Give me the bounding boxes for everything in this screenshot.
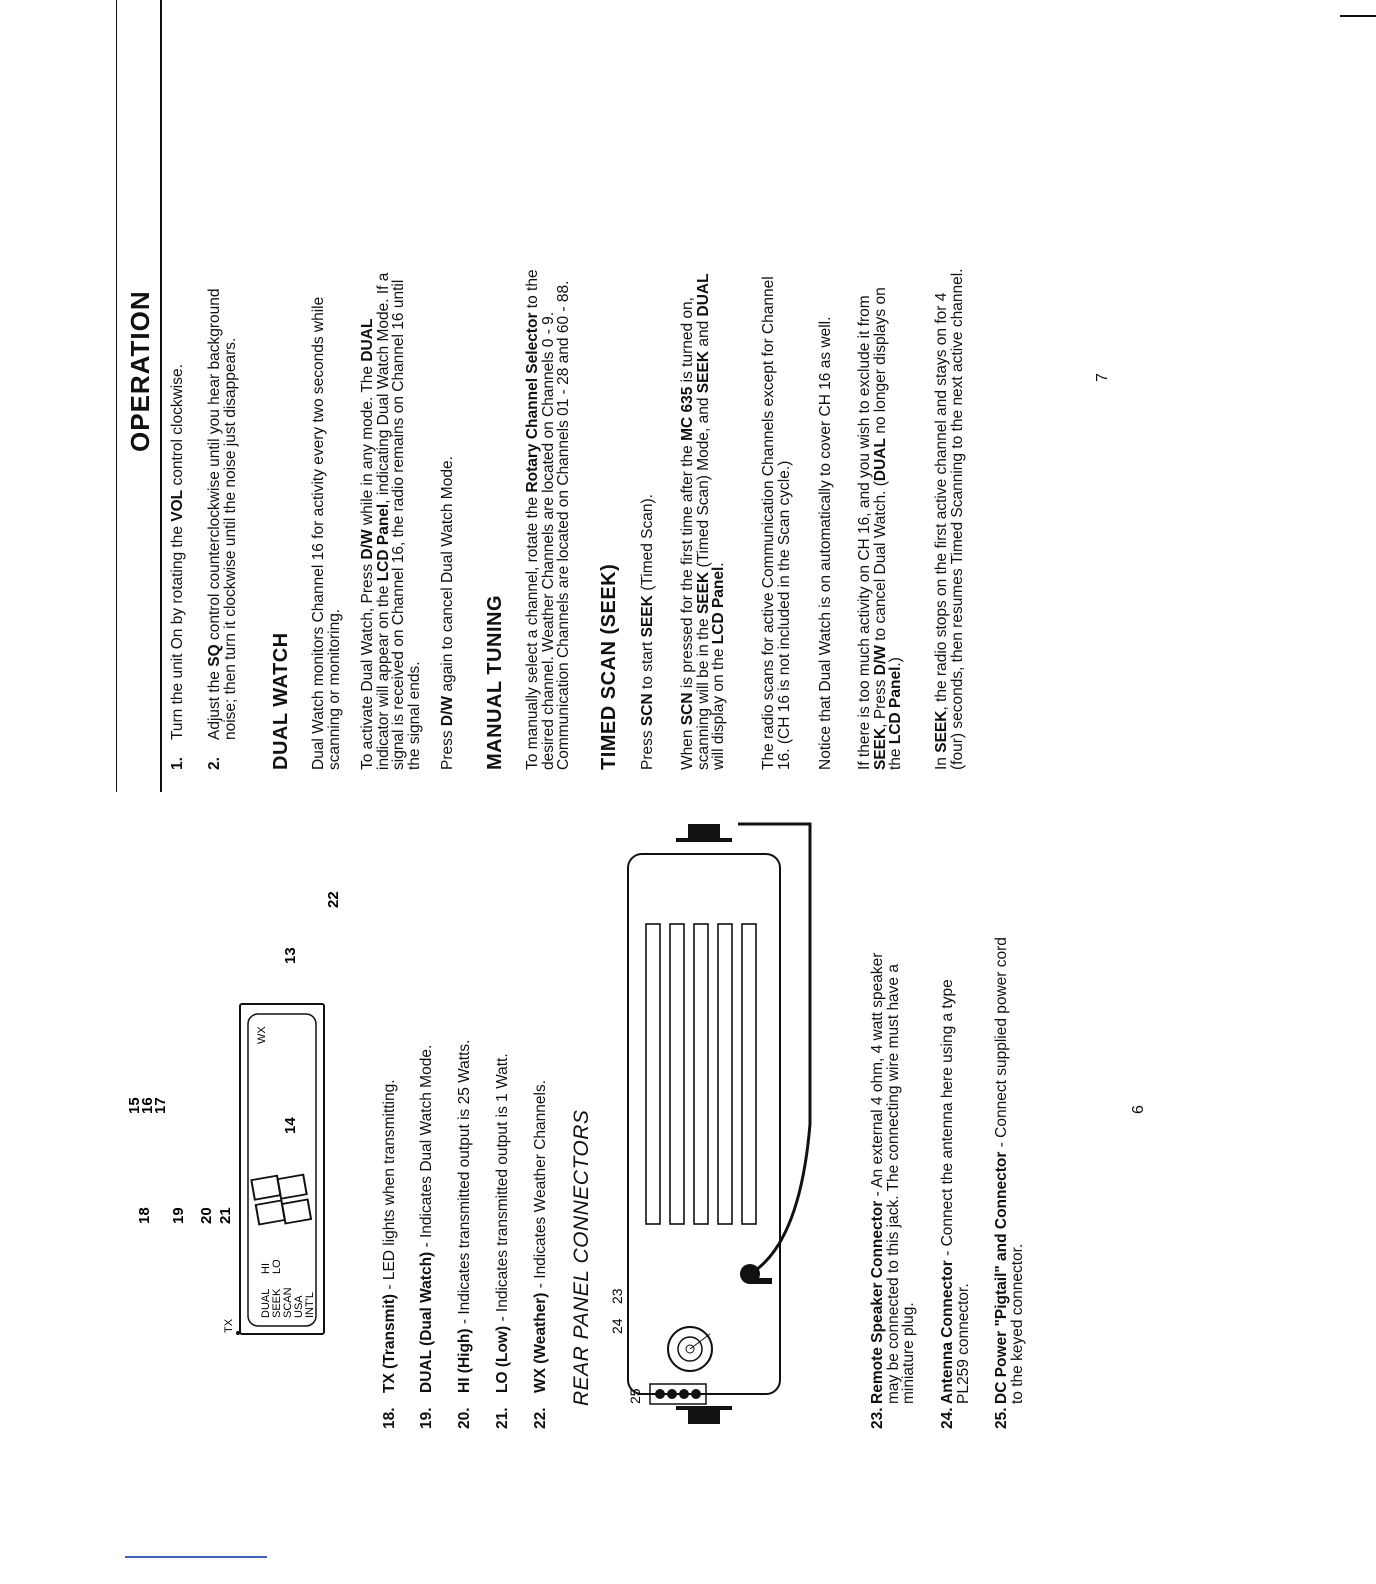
item-25: 25. DC Power "Pigtail" and Connector - Connect supplied power cord to the keyed connector. (993, 937, 1026, 1429)
lcd-indicator-scan: SCAN (282, 1287, 294, 1318)
lcd-indicator-seek: SEEK (271, 1288, 283, 1318)
rear-panel-diagram (610, 804, 790, 1424)
timed-scan-p3: The radio scans for active Communication Channels except for Channel 16. (CH 16 is not included in the Scan cycle.) (760, 276, 793, 770)
dual-watch-p1: Dual Watch monitors Channel 16 for activity every two seconds while scanning or monitoring. (310, 296, 343, 770)
lcd-display-drawing (120, 984, 320, 1454)
step-2: 2. Adjust the SQ control counterclockwise until you hear background noise; then turn it clockwise until the noise just disappears. (206, 288, 239, 770)
callout-18: 18 (136, 1207, 153, 1224)
page-7 (0, 0, 1224, 792)
callout-15: 15 (126, 1097, 143, 1114)
lcd-indicator-wx: WX (256, 1026, 268, 1044)
operation-rule-bottom (160, 0, 162, 792)
lcd-indicator-tx: TX (223, 1318, 235, 1333)
callout-19: 19 (170, 1207, 187, 1224)
operation-title: OPERATION (125, 290, 155, 452)
manual-tuning-heading: MANUAL TUNING (484, 594, 506, 770)
callout-21: 21 (217, 1207, 234, 1224)
timed-scan-p5: If there is too much activity on CH 16, and you wish to exclude it from SEEK, Press D/W to cancel Dual Watch. (DUAL no longer displays on the LCD Panel.) (856, 287, 904, 770)
callout-25: 25 (627, 1388, 643, 1404)
manual-tuning-p1: To manually select a channel, rotate the Rotary Channel Selector to the desired channel. Weather Channels are located on Channels 0 - 9. Communication Channels are located on Channels 01 - 28 and 60 - 88. (524, 269, 572, 770)
callout-13: 13 (282, 947, 299, 964)
callout-16: 16 (139, 1097, 156, 1114)
lcd-indicator-intl: INT'L (304, 1292, 316, 1318)
page-number-7: 7 (1094, 373, 1111, 382)
timed-scan-p1: Press SCN to start SEEK (Timed Scan). (639, 494, 656, 770)
callout-22: 22 (325, 891, 342, 908)
operation-rule (116, 0, 117, 792)
step-1: 1. Turn the unit On by rotating the VOL control clockwise. (169, 364, 186, 770)
rear-panel-heading: REAR PANEL CONNECTORS (570, 1109, 593, 1406)
lcd-indicator-hi: HI (260, 1263, 272, 1274)
dual-watch-p3: Press D/W again to cancel Dual Watch Mode. (439, 456, 456, 770)
timed-scan-p4: Notice that Dual Watch is on automatically to cover CH 16 as well. (817, 316, 834, 770)
item-23: 23. Remote Speaker Connector - An external 4 ohm, 4 watt speaker may be connected to this jack. The connecting wire must have a miniature plug. (869, 952, 917, 1429)
callout-17: 17 (152, 1097, 169, 1114)
callout-20: 20 (198, 1207, 215, 1224)
callout-23: 23 (609, 1288, 625, 1304)
page-6: 18 19 20 21 22 17 16 15 14 13 DUAL SEEK SCAN USA INT'L HI LO WX TX 18. TX (Transmit) - LED lights when transmitting. 19. DUAL (Dual Watch) - Indicates Dual Watch Mode. 20. HI (High) - Indicates transmitted output is 25 Watts. 21. LO (Low) - Indicates transmitted output is 1 Watt. 22. WX (Weather) - Indicates Weather Channels. REAR PANEL CONNECTORS 25 24 23 23. Remote Speaker Connector - An external 4 ohm, 4 watt speaker may be connected to this jack. The connecting wire must have a miniature plug. 24. Antenna Connector - Connect the antenna here using a type PL259 connector. 25. DC Power "Pigtail" and Connector - Connect supplied power cord to the keyed connector. 6 (0, 792, 1224, 1584)
top-rule (1340, 15, 1376, 17)
dual-watch-p2: To activate Dual Watch, Press D/W while in any mode. The DUAL indicator will appear on the LCD Panel, indicating Dual Watch Mode. If a signal is received on Channel 16, the radio remains on Channel 16 until the signal ends. (359, 272, 423, 770)
dual-watch-heading: DUAL WATCH (270, 632, 292, 770)
page-number-6: 6 (1130, 1105, 1147, 1114)
lcd-indicator-usa: USA (293, 1295, 305, 1318)
timed-scan-heading: TIMED SCAN (SEEK) (598, 563, 620, 770)
item-24: 24. Antenna Connector - Connect the antenna here using a type PL259 connector. (939, 979, 972, 1429)
callout-14: 14 (282, 1117, 299, 1134)
timed-scan-p6: In SEEK, the radio stops on the first active channel and stays on for 4 (four) seconds, then resumes Timed Scanning to the next active channel. (933, 268, 966, 770)
callout-24: 24 (609, 1318, 625, 1334)
timed-scan-p2: When SCN is pressed for the first time after the MC 635 is turned on, scanning will be in the SEEK (Timed Scan) Mode, and SEEK and DUAL will display on the LCD Panel. (679, 273, 727, 770)
lcd-indicator-lo: LO (271, 1259, 283, 1274)
lcd-indicator-dual: DUAL (260, 1288, 272, 1318)
